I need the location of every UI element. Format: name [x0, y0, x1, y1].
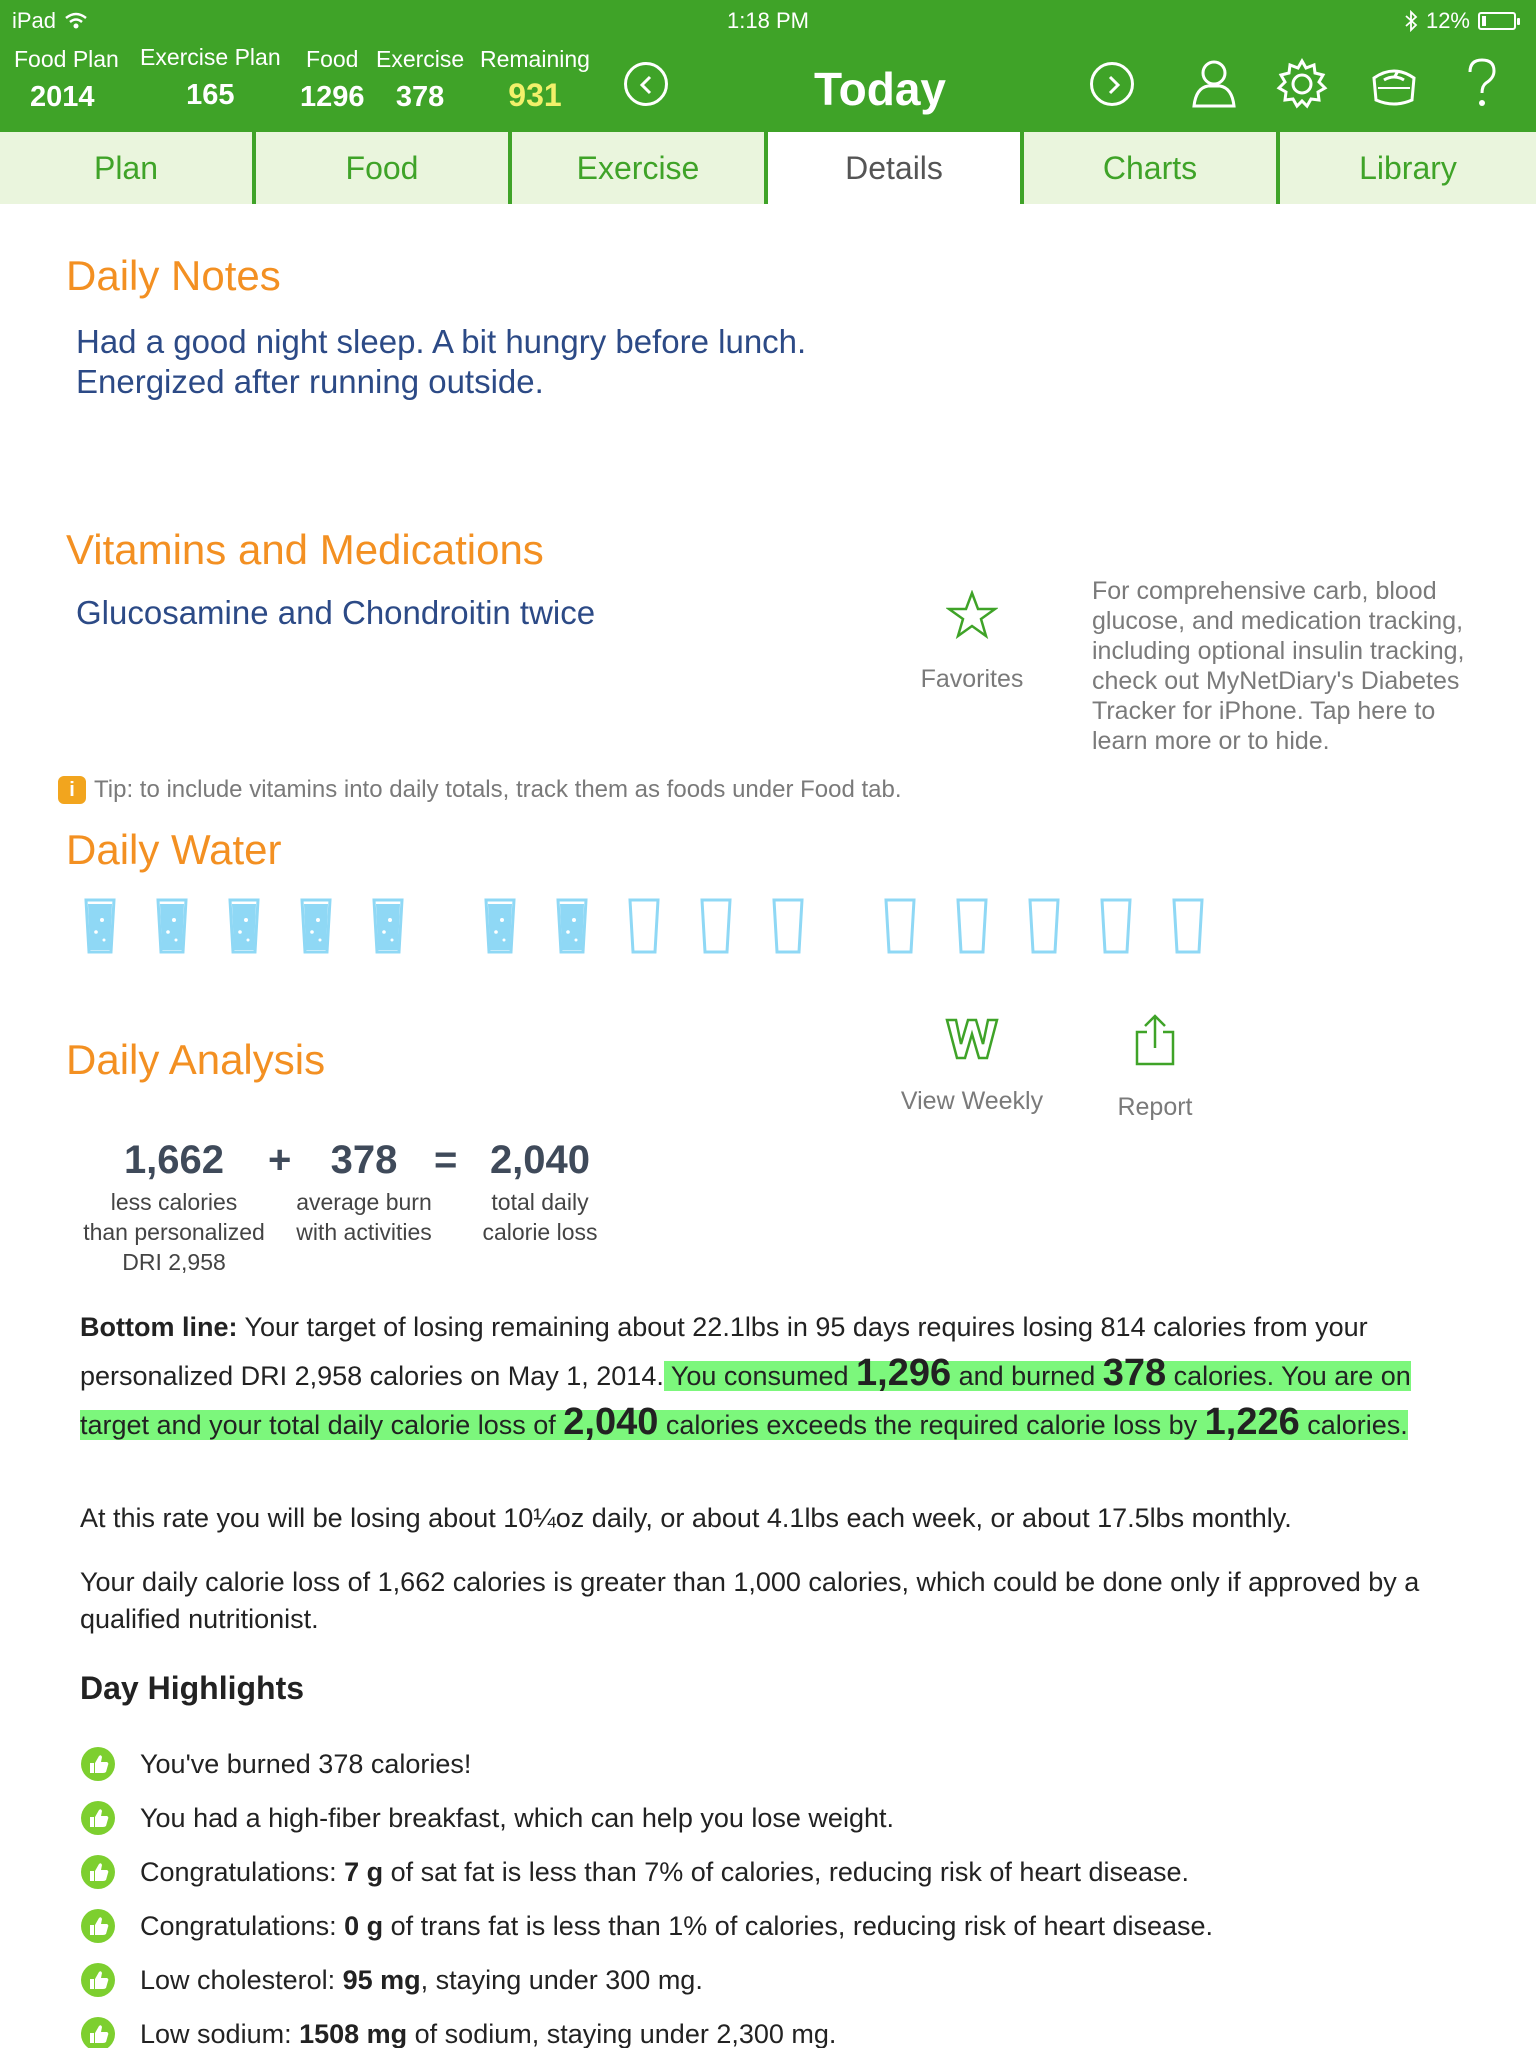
stat-value: 931: [508, 77, 562, 113]
tab-library[interactable]: Library: [1280, 132, 1536, 204]
stat-exercise-plan[interactable]: [140, 44, 281, 112]
favorites-button[interactable]: [900, 590, 1044, 694]
tab-details[interactable]: Details: [768, 132, 1020, 204]
battery-percent: 12%: [1425, 8, 1470, 33]
highlight-pre: Congratulations:: [140, 1910, 345, 1941]
info-icon: i: [58, 776, 86, 804]
tab-charts[interactable]: Charts: [1024, 132, 1276, 204]
chevron-right-icon: [1103, 74, 1123, 96]
desc-line: less calories: [110, 1189, 238, 1215]
water-glass-full[interactable]: [372, 898, 404, 954]
notes-line: Energized after running outside.: [76, 363, 544, 400]
tab-bar: [0, 132, 1536, 204]
bottom-line-paragraph: [80, 1304, 1460, 1448]
tab-exercise[interactable]: Exercise: [512, 132, 764, 204]
highlight-text: [140, 1803, 894, 1834]
stat-value: 1296: [300, 81, 365, 113]
diabetes-tracker-promo[interactable]: For comprehensive carb, blood glucose, and medication tracking, including optional insulin tracking, check out MyNetDiary's Diabetes Tracker for iPhone. Tap here to learn more or to hide.: [1092, 577, 1465, 755]
stat-remaining[interactable]: [480, 46, 590, 114]
summary-text: calories. You are on target and your total daily calorie loss of: [80, 1361, 1411, 1440]
equation-description: [78, 1187, 270, 1277]
desc-line: average burn: [296, 1189, 432, 1215]
stat-food[interactable]: [300, 46, 365, 114]
equation-description: [282, 1187, 446, 1247]
highlight-item: [80, 1908, 1500, 1944]
equals-operator: =: [434, 1138, 458, 1182]
tip-text: Tip: to include vitamins into daily totals, track them as foods under Food tab.: [94, 776, 902, 803]
water-glass-empty[interactable]: [772, 898, 804, 954]
glass-icon: [484, 898, 516, 954]
target-text: Your target of losing remaining about 22.1lbs in 95 days requires losing 814 calories from your personalized DRI 2,958 calories on May 1, 2014.: [80, 1312, 1368, 1391]
highlight-text: [140, 1911, 1213, 1942]
consumed-calories: 1,296: [856, 1352, 952, 1394]
highlight-item: [80, 1854, 1500, 1890]
favorites-label: Favorites: [920, 665, 1024, 693]
water-glass-empty[interactable]: [956, 898, 988, 954]
desc-line: calorie loss: [482, 1219, 598, 1245]
highlight-pre: Low cholesterol:: [140, 1964, 343, 1995]
water-glass-empty[interactable]: [1172, 898, 1204, 954]
thumbs-up-icon: [80, 1854, 116, 1890]
stat-food-plan[interactable]: [14, 46, 119, 114]
profile-icon[interactable]: [1186, 56, 1242, 112]
vitamins-text[interactable]: Glucosamine and Chondroitin twice: [76, 594, 596, 631]
water-glass-empty[interactable]: [1100, 898, 1132, 954]
glass-icon: [228, 898, 260, 954]
tab-food[interactable]: Food: [256, 132, 508, 204]
gear-icon[interactable]: [1274, 56, 1330, 112]
glass-icon: [772, 898, 804, 954]
equation-number: 2,040: [489, 1138, 591, 1182]
glass-icon: [700, 898, 732, 954]
warning-paragraph: Your daily calorie loss of 1,662 calories is greater than 1,000 calories, which could be done only if approved by a qualified nutritionist.: [80, 1567, 1420, 1634]
plus-operator: +: [268, 1138, 292, 1182]
water-glass-empty[interactable]: [884, 898, 916, 954]
highlight-text: [140, 1857, 1189, 1888]
highlight-value: 0 g: [344, 1910, 384, 1941]
stat-label: Remaining: [480, 46, 590, 72]
highlight-value: 7 g: [344, 1856, 384, 1887]
thumbs-up-icon: [80, 2016, 116, 2048]
header: [0, 0, 1536, 204]
carrier-label: iPad: [12, 8, 57, 33]
status-bar: [0, 0, 1536, 40]
highlight-item: [80, 1800, 1500, 1836]
thumbs-up-icon: [80, 1800, 116, 1836]
stat-label: Food Plan: [14, 46, 119, 72]
tab-plan[interactable]: Plan: [0, 132, 252, 204]
highlight-post: of trans fat is less than 1% of calories, reducing risk of heart disease.: [383, 1910, 1214, 1941]
bottom-line-label: Bottom line:: [80, 1312, 238, 1342]
equation-description: [462, 1187, 618, 1247]
highlight-post: of sat fat is less than 7% of calories, reducing risk of heart disease.: [383, 1856, 1190, 1887]
burned-calories: 378: [1102, 1352, 1167, 1394]
highlight-post: of sodium, staying under 2,300 mg.: [407, 2018, 837, 2048]
highlight-value: 95 mg: [342, 1964, 421, 1995]
stat-label: Exercise Plan: [140, 44, 281, 70]
tip: [58, 776, 902, 804]
equation-less-calories: [78, 1138, 270, 1277]
highlight-text: [140, 2019, 836, 2048]
glass-icon: [156, 898, 188, 954]
glass-icon: [628, 898, 660, 954]
water-glass-full[interactable]: [84, 898, 116, 954]
glass-icon: [1028, 898, 1060, 954]
thumbs-up-icon: [80, 1962, 116, 1998]
water-glass-empty[interactable]: [700, 898, 732, 954]
water-glass-empty[interactable]: [1028, 898, 1060, 954]
stat-label: Food: [306, 46, 359, 72]
scale-icon[interactable]: [1366, 56, 1422, 112]
bluetooth-icon: [1404, 10, 1418, 32]
highlight-value: 1508 mg: [299, 2018, 408, 2048]
chevron-left-icon: [637, 74, 657, 96]
stat-exercise[interactable]: [376, 46, 464, 114]
report-label: Report: [1117, 1093, 1193, 1121]
highlight-pre: You've burned 378 calories!: [140, 1748, 472, 1779]
equation-total-loss: [462, 1138, 618, 1247]
daily-water-heading: Daily Water: [66, 826, 282, 873]
report-button[interactable]: [1100, 1012, 1210, 1122]
next-day-button[interactable]: [1090, 62, 1134, 106]
highlight-item: [80, 1746, 1500, 1782]
summary-text: You consumed: [663, 1361, 856, 1391]
stat-value: 2014: [30, 81, 95, 113]
highlight-pre: Congratulations:: [140, 1856, 345, 1887]
highlight-item: [80, 1962, 1500, 1998]
glass-icon: [884, 898, 916, 954]
glass-icon: [956, 898, 988, 954]
highlight-text: [140, 1749, 471, 1780]
weekly-w-icon: [944, 1016, 1000, 1062]
glass-icon: [372, 898, 404, 954]
stat-label: Exercise: [376, 46, 465, 72]
desc-line: than personalized: [83, 1219, 265, 1245]
total-loss-calories: 2,040: [563, 1401, 659, 1443]
stat-value: 378: [395, 81, 445, 113]
notes-line: Had a good night sleep. A bit hungry before lunch.: [76, 323, 807, 360]
daily-analysis-heading: Daily Analysis: [66, 1036, 326, 1083]
help-icon[interactable]: [1462, 56, 1502, 112]
equation-average-burn: [282, 1138, 446, 1247]
summary-text: and burned: [951, 1361, 1103, 1391]
equation-number: 1,662: [123, 1138, 225, 1182]
day-highlights-heading: Day Highlights: [80, 1670, 305, 1706]
highlight-pre: You had a high-fiber breakfast, which can help you lose weight.: [140, 1802, 894, 1833]
summary-text: calories exceeds the required calorie loss by: [658, 1410, 1205, 1440]
daily-notes-text[interactable]: [76, 322, 806, 402]
highlight-item: [80, 2016, 1500, 2048]
status-right: [1404, 8, 1516, 34]
water-glass-empty[interactable]: [628, 898, 660, 954]
share-icon: [1131, 1012, 1179, 1068]
water-glasses: [84, 898, 1244, 954]
glass-icon: [1100, 898, 1132, 954]
equation-number: 378: [330, 1138, 398, 1182]
view-weekly-button[interactable]: [890, 1016, 1054, 1116]
desc-line: with activities: [296, 1219, 432, 1245]
rate-paragraph: At this rate you will be losing about 10¼oz daily, or about 4.1lbs each week, or about 17.5lbs monthly.: [80, 1503, 1292, 1533]
highlight-post: , staying under 300 mg.: [420, 1964, 703, 1995]
highlight-pre: Low sodium:: [140, 2018, 300, 2048]
glass-icon: [300, 898, 332, 954]
view-weekly-label: View Weekly: [900, 1087, 1044, 1115]
battery-icon: [1478, 12, 1516, 30]
water-glass-full[interactable]: [300, 898, 332, 954]
thumbs-up-icon: [80, 1908, 116, 1944]
glass-icon: [1172, 898, 1204, 954]
stat-value: 165: [186, 79, 235, 111]
status-time: 1:18 PM: [727, 8, 809, 33]
glass-icon: [84, 898, 116, 954]
excess-calories: 1,226: [1204, 1401, 1300, 1443]
thumbs-up-icon: [80, 1746, 116, 1782]
water-glass-full[interactable]: [484, 898, 516, 954]
glass-icon: [556, 898, 588, 954]
vitamins-heading: Vitamins and Medications: [66, 526, 544, 573]
star-icon: [946, 590, 998, 640]
desc-line: total daily: [491, 1189, 589, 1215]
desc-line: DRI 2,958: [122, 1249, 226, 1275]
water-glass-full[interactable]: [228, 898, 260, 954]
page-title: Today: [813, 63, 947, 115]
summary-text: calories.: [1299, 1410, 1408, 1440]
water-glass-full[interactable]: [156, 898, 188, 954]
prev-day-button[interactable]: [624, 62, 668, 106]
highlight-text: [140, 1965, 703, 1996]
daily-notes-heading: Daily Notes: [66, 252, 281, 299]
water-glass-full[interactable]: [556, 898, 588, 954]
